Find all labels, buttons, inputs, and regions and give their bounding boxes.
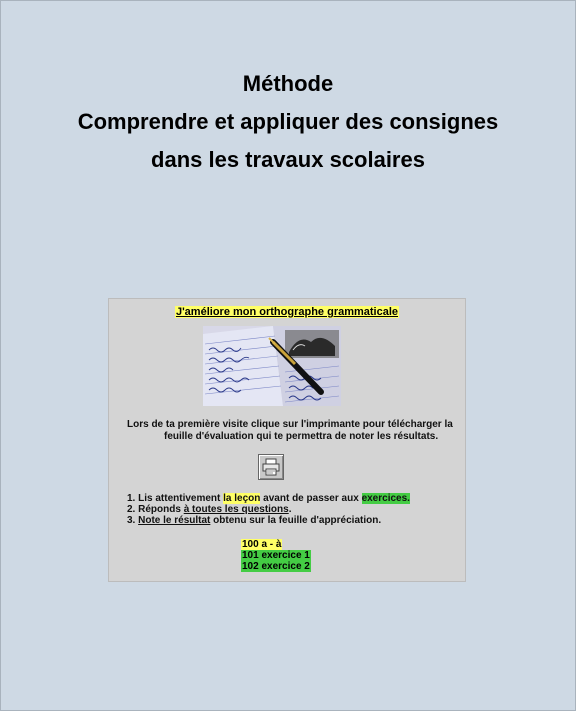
- panel-heading: [109, 302, 465, 320]
- printer-button[interactable]: [258, 454, 284, 480]
- panel-heading-text: J'améliore mon orthographe grammaticale: [175, 306, 399, 318]
- page-title-line-2: Comprendre et appliquer des consignes: [77, 109, 499, 134]
- lesson-link[interactable]: la leçon: [223, 493, 261, 504]
- page-title-line-1: Méthode: [242, 71, 334, 96]
- step-1-middle-text: avant de passer aux: [260, 493, 362, 504]
- intro-line-2: feuille d'évaluation qui te permettra de noter les résultats.: [164, 431, 439, 442]
- notebook-pen-image: [203, 326, 341, 406]
- intro-line-1: Lors de ta première visite clique sur l'imprimante pour télécharger la: [127, 419, 453, 430]
- printer-icon: [259, 455, 283, 479]
- note-result-link[interactable]: Note le résultat: [138, 515, 211, 526]
- instructions-list: [127, 493, 457, 526]
- step-2-text: 2. Réponds: [127, 504, 184, 515]
- link-102[interactable]: 102 exercice 2: [242, 561, 310, 572]
- all-questions-link[interactable]: à toutes les questions: [183, 504, 289, 515]
- page-title-line-3: dans les travaux scolaires: [151, 147, 425, 172]
- exercise-panel: [108, 298, 466, 582]
- step-3-suffix: obtenu sur la feuille d'appréciation.: [210, 515, 382, 526]
- step-2-suffix: .: [288, 504, 292, 515]
- link-101[interactable]: 101 exercice 1: [242, 550, 310, 561]
- intro-text: [127, 419, 457, 443]
- link-100[interactable]: 100 a - à: [242, 539, 282, 550]
- step-1: [127, 493, 457, 504]
- step-3-text: 3.: [127, 515, 139, 526]
- exercise-links: [240, 539, 312, 572]
- step-2: [127, 504, 457, 515]
- step-3: [127, 515, 457, 526]
- exercises-link[interactable]: exercices.: [361, 493, 410, 504]
- step-1-text: 1. Lis attentivement: [127, 493, 224, 504]
